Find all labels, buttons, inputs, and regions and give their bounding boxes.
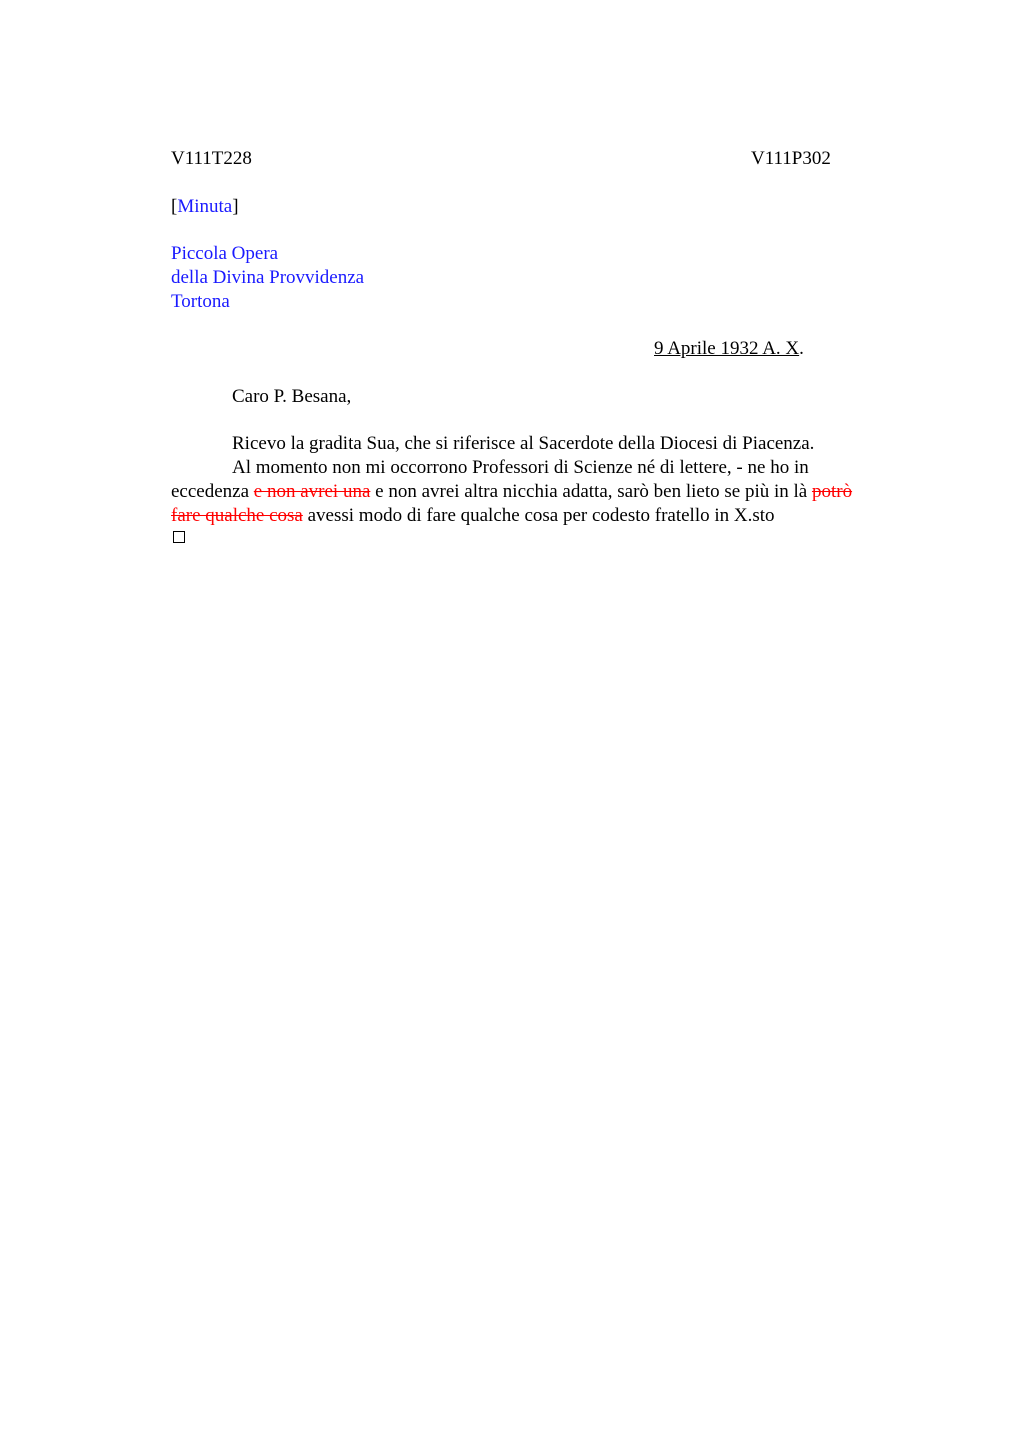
letterhead-line-1: Piccola Opera bbox=[171, 243, 279, 264]
letter-date bbox=[654, 337, 804, 361]
draft-note-close-bracket: ] bbox=[232, 196, 239, 217]
salutation: Caro P. Besana, bbox=[232, 386, 352, 407]
letter-date-period: . bbox=[799, 338, 804, 359]
body-paragraph-2-line-2 bbox=[171, 480, 852, 504]
empty-box-symbol bbox=[173, 531, 185, 543]
letterhead-line-3: Tortona bbox=[171, 291, 230, 312]
deleted-text: fare qualche cosa bbox=[171, 505, 303, 526]
draft-note-label: Minuta bbox=[177, 196, 233, 217]
body-text-segment: e non avrei altra nicchia adatta, sarò ben lieto se più in là bbox=[370, 481, 812, 502]
body-paragraph-2-line-3 bbox=[171, 504, 775, 528]
draft-note-open-bracket: [ bbox=[171, 196, 178, 217]
draft-note bbox=[171, 195, 239, 219]
document-code-left: V111T228 bbox=[171, 148, 252, 169]
letterhead-line-2: della Divina Provvidenza bbox=[171, 267, 365, 288]
body-text-segment: eccedenza bbox=[171, 481, 254, 502]
body-paragraph-1: Ricevo la gradita Sua, che si riferisce al Sacerdote della Diocesi di Piacenza. bbox=[232, 433, 815, 454]
letter-date-text: 9 Aprile 1932 A. X bbox=[654, 338, 800, 359]
body-text-segment: avessi modo di fare qualche cosa per codesto fratello in X.sto bbox=[302, 505, 775, 526]
deleted-text: potrò bbox=[811, 481, 853, 502]
deleted-text: e non avrei una bbox=[253, 481, 371, 502]
document-code-right: V111P302 bbox=[751, 148, 831, 169]
body-paragraph-2-line-1: Al momento non mi occorrono Professori di Scienze né di lettere, - ne ho in bbox=[232, 457, 809, 478]
